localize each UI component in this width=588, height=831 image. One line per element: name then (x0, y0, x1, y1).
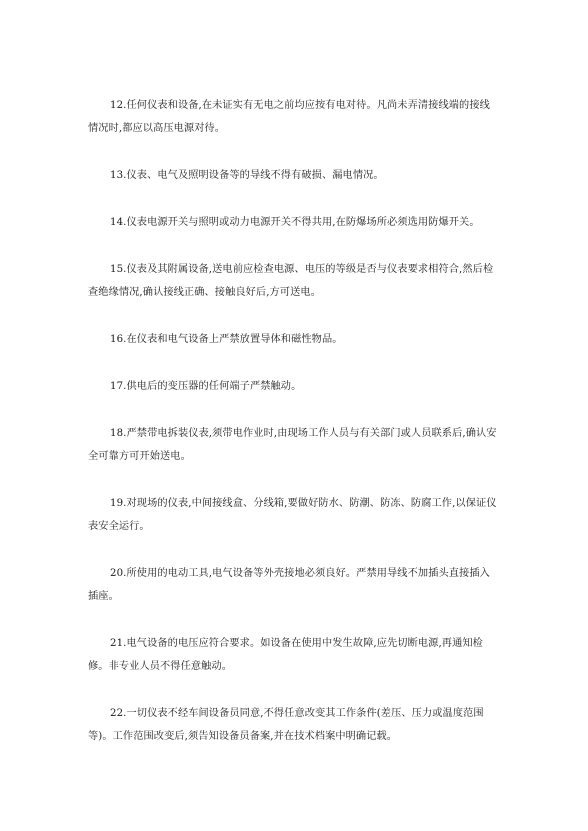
paragraph-14: 14.仪表电源开关与照明或动力电源开关不得共用,在防爆场所必须选用防爆开关。 (110, 217, 480, 228)
paragraph-22: 22.一切仪表不经车间设备员同意,不得任意改变其工作条件(差压、压力或温度范围等)。工作范围改变后,须告知设备员备案,并在技术档案中明确记载。 (88, 708, 484, 742)
paragraph-17: 17.供电后的变压器的任何端子严禁触动。 (110, 381, 302, 392)
paragraph-19: 19.对现场的仪表,中间接线盒、分线箱,要做好防水、防潮、防冻、防腐工作,以保证仪表安全运行。 (88, 498, 497, 532)
paragraph-12: 12.任何仪表和设备,在未证实有无电之前均应按有电对待。凡尚未弄清接线端的接线情况时,都应以高压电源对待。 (88, 100, 490, 134)
paragraph-18: 18.严禁带电拆装仪表,须带电作业时,由现场工作人员与有关部门或人员联系后,确认安全可靠方可开始送电。 (88, 428, 497, 462)
paragraph-20: 20.所使用的电动工具,电气设备等外壳接地必须良好。严禁用导线不加插头直接插入插座。 (88, 568, 490, 602)
paragraph-16: 16.在仪表和电气设备上严禁放置导体和磁性物品。 (110, 334, 343, 345)
paragraph-13: 13.仪表、电气及照明设备等的导线不得有破损、漏电情况。 (110, 170, 384, 181)
paragraph-21: 21.电气设备的电压应符合要求。如设备在使用中发生故障,应先切断电源,再通知检修。非专业人员不得任意触动。 (88, 638, 483, 672)
paragraph-15: 15.仪表及其附属设备,送电前应检查电源、电压的等级是否与仪表要求相符合,然后检查绝缘情况,确认接线正确、接触良好后,方可送电。 (88, 264, 494, 298)
